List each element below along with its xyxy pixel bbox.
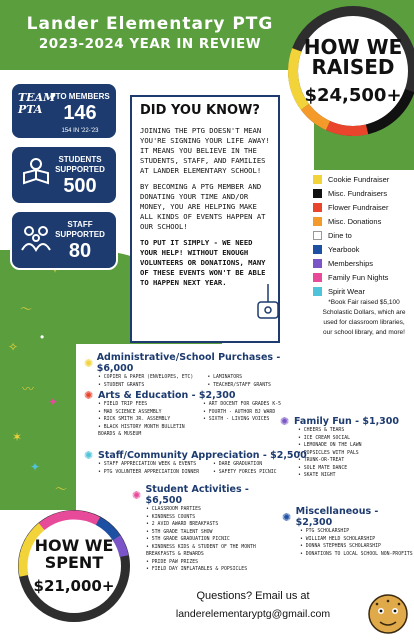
burst-icon: ✺ — [84, 356, 94, 370]
list-item: • DONATIONS TO LOCAL SCHOOL NON-PROFITS — [300, 551, 414, 559]
dot-decoration: • — [40, 330, 45, 344]
stat-sub: 154 IN '22-'23 — [61, 128, 99, 134]
category-title: Miscellaneous - $2,300 — [295, 506, 379, 528]
category-list — [98, 401, 193, 439]
legend-item — [313, 228, 413, 242]
category-list — [203, 401, 281, 439]
page-subtitle: 2023-2024 YEAR IN REVIEW — [38, 36, 262, 52]
legend-item — [313, 172, 413, 186]
list-item: • WILLIAM HELD SCHOLARSHIP — [300, 536, 414, 544]
legend-item — [313, 186, 413, 200]
list-item: • PRIDE PAW PRIZES — [146, 559, 282, 567]
list-item: • ART DOCENT FOR GRADES K-5 — [203, 401, 281, 409]
legend-label: Memberships — [328, 258, 374, 268]
list-item: • COPIER & PAPER (ENVELOPES, ETC) — [98, 374, 193, 382]
stat-label: PTO MEMBERS — [50, 92, 110, 101]
legend-item — [313, 256, 413, 270]
stat-value: 500 — [63, 175, 97, 197]
list-item: • CLASSROOM PARTIES — [146, 506, 282, 514]
raised-amount: $24,500+ — [304, 84, 402, 106]
list-item: • LAMINATORS — [207, 374, 271, 382]
did-you-know-paragraph: BY BECOMING A PTG MEMBER AND DONATING YOUR TIME AND/OR MONEY, YOU ARE HELPING MAKE ALL KINDS OF EVENTS HAPPEN AT OUR SCHOOL! — [140, 182, 266, 231]
list-item: • DARE GRADUATION — [213, 461, 277, 469]
legend-label: Dine to — [328, 230, 352, 240]
list-item: • STUDENT GRANTS — [98, 382, 193, 390]
spent-amount: $21,000+ — [33, 577, 115, 595]
burst-icon: ✺ — [280, 415, 290, 428]
stat-value: 80 — [68, 240, 92, 262]
legend-swatch — [313, 245, 322, 254]
legend-swatch — [313, 287, 322, 296]
legend-label: Cookie Fundraiser — [328, 174, 390, 184]
list-item: • SKATE NIGHT — [298, 472, 414, 480]
category-student-activities — [132, 484, 282, 574]
list-item: • POPSICLES WITH PALS — [298, 450, 414, 458]
list-item: • TEACHER/STAFF GRANTS — [207, 382, 271, 390]
legend-item — [313, 270, 413, 284]
contact-question: Questions? Email us at — [196, 590, 310, 602]
list-item: • KINDNESS COUNTS — [146, 514, 282, 522]
list-item: • SIXTH - LIVING VOICES — [203, 416, 281, 424]
page-title: Lander Elementary PTG — [26, 14, 274, 34]
raised-ring-chart — [288, 6, 414, 136]
legend-item — [313, 284, 413, 298]
category-title: Student Activities - $6,500 — [145, 484, 249, 506]
contact-footer — [150, 584, 356, 636]
squiggle-decoration: 〰 — [22, 382, 35, 396]
legend-label: Misc. Donations — [328, 216, 382, 226]
star-decoration: ✶ — [12, 430, 23, 444]
burst-icon: ✺ — [84, 449, 94, 462]
burst-icon: ✺ — [282, 510, 292, 524]
list-item: • STAFF APPRECIATION WEEK & EVENTS — [98, 461, 203, 469]
list-item: • PTG SCHOLARSHIP — [300, 528, 414, 536]
category-arts — [84, 390, 304, 439]
list-item: • 5TH GRADE GRADUATION PICNIC — [146, 536, 282, 544]
list-item: • SAFETY FORCES PICNIC — [213, 469, 277, 477]
category-title: Administrative/School Purchases - $6,000 — [96, 352, 281, 374]
list-item: • RICK SMITH JR. ASSEMBLY — [98, 416, 193, 424]
legend-swatch — [313, 231, 322, 240]
squiggle-decoration: 〜 — [55, 482, 68, 496]
category-list — [132, 506, 282, 574]
list-item: • TRUNK-OR-TREAT — [298, 457, 414, 465]
legend-label: Flower Fundraiser — [328, 202, 389, 212]
stat-label: STAFF SUPPORTED — [55, 220, 105, 239]
squiggle-decoration: 〜 — [20, 302, 33, 316]
legend-swatch — [313, 175, 322, 184]
spent-ring-chart — [18, 510, 130, 622]
category-list — [282, 528, 414, 558]
category-title: Family Fun - $1,300 — [294, 416, 400, 427]
star-decoration: ✦ — [30, 460, 41, 474]
category-list — [213, 461, 277, 476]
team-pta-logo: TEAM PTA — [18, 91, 56, 116]
list-item: • PTG VOLUNTEER APPRECIATION DINNER — [98, 469, 203, 477]
list-item: • SOLE MATE DANCE — [298, 465, 414, 473]
category-list — [207, 374, 271, 389]
burst-icon: ✺ — [84, 389, 94, 402]
legend-label: Spirit Wear — [328, 286, 365, 296]
stat-card-members — [10, 82, 118, 140]
list-item: • LEMONADE ON THE LAWN — [298, 442, 414, 450]
list-item: • KINDNESS KIDS & STUDENT OF THE MONTH BREAKFASTS & REWARDS — [146, 544, 282, 559]
legend-swatch — [313, 203, 322, 212]
did-you-know-title: DID YOU KNOW? — [140, 103, 260, 118]
category-title: Staff/Community Appreciation - $2,500 — [98, 450, 307, 461]
legend-label: Yearbook — [328, 244, 360, 254]
category-staff-appreciation — [84, 450, 314, 476]
category-list — [98, 461, 203, 476]
list-item: • 2 AVID AWARD BREAKFASTS — [146, 521, 282, 529]
list-item: • MAD SCIENCE ASSEMBLY — [98, 409, 193, 417]
category-miscellaneous — [282, 506, 414, 558]
list-item: • BLACK HISTORY MONTH BULLETIN BOARDS & MUSEUM — [98, 424, 193, 439]
stat-card-students — [10, 145, 118, 205]
student-reading-icon — [18, 155, 54, 191]
legend-item — [313, 242, 413, 256]
jaguar-mascot-icon — [366, 592, 410, 636]
list-item: • FIELD TRIP FEES — [98, 401, 193, 409]
stat-label: STUDENTS SUPPORTED — [55, 155, 105, 174]
raised-line1: HOW WE — [303, 34, 403, 59]
list-item: • 5TH GRADE TALENT SHOW — [146, 529, 282, 537]
legend — [313, 172, 413, 298]
staff-group-icon — [18, 220, 54, 256]
contact-email-link[interactable]: landerelementaryptg@gmail.com — [175, 608, 331, 620]
legend-swatch — [313, 259, 322, 268]
category-list — [98, 374, 193, 389]
list-item: • ICE CREAM SOCIAL — [298, 435, 414, 443]
list-item: • DONNA STEPHENS SCHOLARSHIP — [300, 543, 414, 551]
did-you-know-paragraph: JOINING THE PTG DOESN'T MEAN YOU'RE SIGNING YOUR LIFE AWAY! IT MEANS YOU BELIEVE IN THE STUDENTS, STAFF, AND FAMILIES AT LANDER ELEMENTARY SCHOOL! — [140, 126, 270, 175]
did-you-know-paragraph: TO PUT IT SIMPLY - WE NEED YOUR HELP! WITHOUT ENOUGH VOLUNTEERS OR DONATIONS, MANY OF THESE EVENTS WON'T BE ABLE TO HAPPEN NEXT YEAR. — [140, 238, 266, 287]
stat-value: 146 — [63, 102, 97, 124]
list-item: • FIELD DAY INFLATABLES & POPSICLES — [146, 566, 282, 574]
legend-item — [313, 200, 413, 214]
raised-line2: RAISED — [311, 54, 395, 79]
category-title: Arts & Education - $2,300 — [98, 390, 236, 401]
legend-label: Family Fun Nights — [328, 272, 389, 282]
book-fair-note: *Book Fair raised $5,100 Scholastic Dollars, which are used for classroom libraries, our school library, and more! — [322, 299, 406, 336]
legend-swatch — [313, 273, 322, 282]
star-decoration: ✧ — [8, 340, 19, 354]
legend-item — [313, 214, 413, 228]
list-item: • FOURTH - AUTHOR BJ WARD — [203, 409, 281, 417]
spent-line1: HOW WE — [34, 536, 114, 555]
spent-line2: SPENT — [44, 553, 104, 572]
burst-icon: ✺ — [132, 488, 142, 502]
legend-swatch — [313, 217, 322, 226]
hand-drawing-icon — [256, 282, 280, 322]
list-item: • CHEERS & TEARS — [298, 427, 414, 435]
legend-label: Misc. Fundraisers — [328, 188, 388, 198]
legend-swatch — [313, 189, 322, 198]
category-admin — [84, 352, 294, 389]
stat-card-staff — [10, 210, 118, 270]
star-decoration: ✦ — [48, 395, 59, 409]
